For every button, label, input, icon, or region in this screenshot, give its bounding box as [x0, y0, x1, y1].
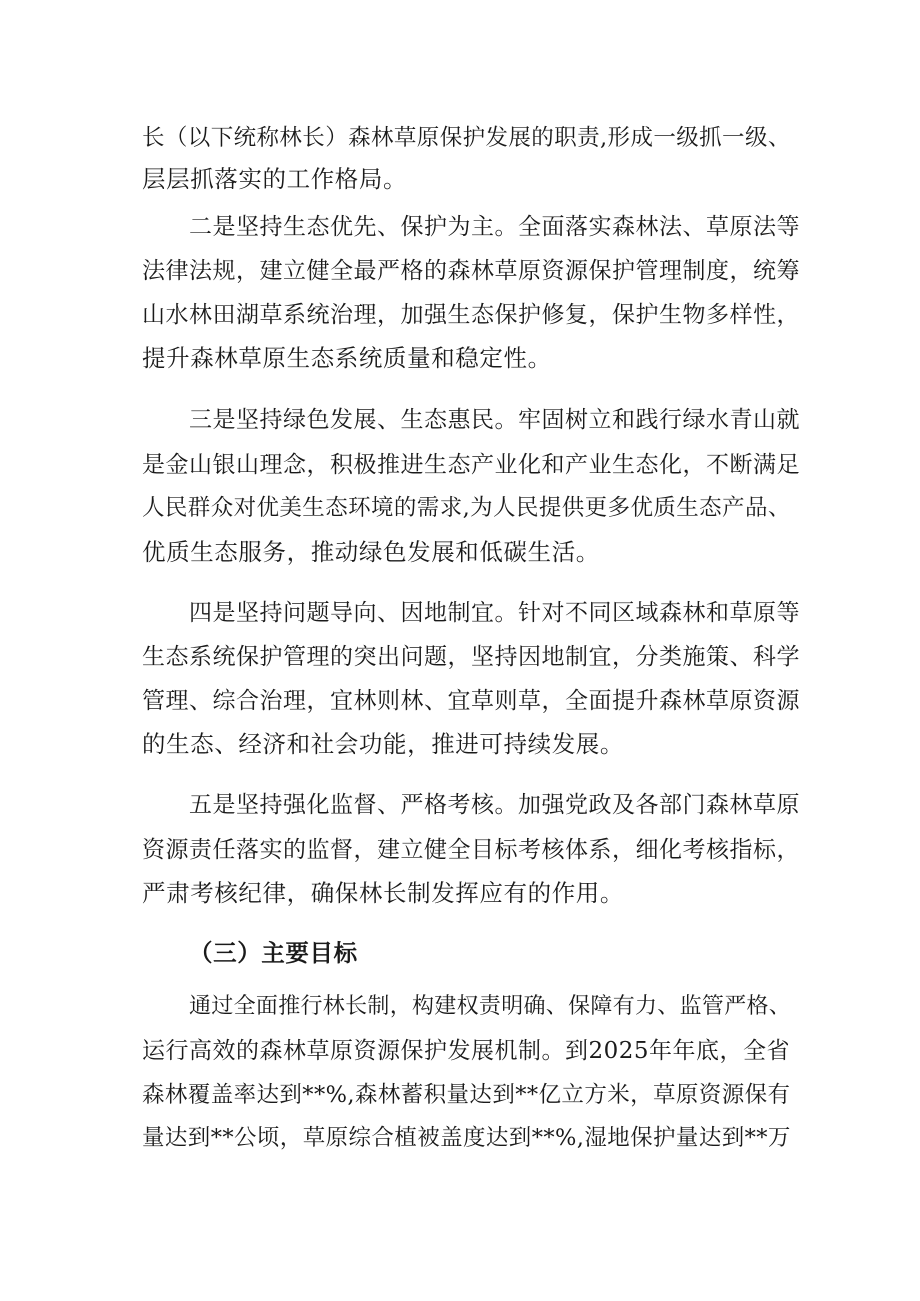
text-line-22: 量达到**公顷，草原综合植被盖度达到**%,湿地保护量达到**万 — [142, 1125, 791, 1151]
text-line-7: 三是坚持绿色发展、生态惠民。牢固树立和践行绿水青山就 — [189, 407, 800, 433]
text-line-19: 通过全面推行林长制，构建权责明确、保障有力、监管严格、 — [189, 994, 792, 1019]
text-line-3: 二是坚持生态优先、保护为主。全面落实森林法、草原法等 — [189, 214, 800, 240]
text-line-1: 长（以下统称林长）森林草原保护发展的职责,形成一级抓一级、 — [142, 125, 791, 151]
text-line-10: 优质生态服务，推动绿色发展和低碳生活。 — [142, 538, 600, 566]
text-line-6: 提升森林草原生态系统质量和稳定性。 — [142, 344, 552, 372]
text-line-12: 生态系统保护管理的突出问题，坚持因地制宜，分类施策、科学 — [142, 644, 800, 670]
text-line-17: 严肃考核纪律，确保林长制发挥应有的作用。 — [142, 879, 624, 907]
section-heading: （三）主要目标 — [189, 939, 358, 967]
text-line-21: 森林覆盖率达到**%,森林蓄积量达到**亿立方米，草原资源保有 — [142, 1082, 791, 1108]
text-line-20: 运行高效的森林草原资源保护发展机制。到2025年年底，全省 — [142, 1038, 791, 1064]
text-line-11: 四是坚持问题导向、因地制宜。针对不同区域森林和草原等 — [189, 600, 800, 626]
text-line-5: 山水林田湖草系统治理，加强生态保护修复，保护生物多样性， — [142, 302, 800, 328]
text-line-13: 管理、综合治理，宜林则林、宜草则草，全面提升森林草原资源 — [142, 688, 800, 714]
text-line-4: 法律法规，建立健全最严格的森林草原资源保护管理制度，统筹 — [142, 258, 800, 284]
text-line-9: 人民群众对优美生态环境的需求,为人民提供更多优质生态产品、 — [142, 495, 791, 521]
text-line-16: 资源责任落实的监督，建立健全目标考核体系，细化考核指标， — [142, 837, 800, 863]
text-line-2: 层层抓落实的工作格局。 — [142, 165, 408, 193]
text-line-14: 的生态、经济和社会功能，推进可持续发展。 — [142, 730, 624, 758]
text-line-15: 五是坚持强化监督、严格考核。加强党政及各部门森林草原 — [189, 792, 800, 818]
text-line-8: 是金山银山理念，积极推进生态产业化和产业生态化，不断满足 — [142, 452, 800, 478]
